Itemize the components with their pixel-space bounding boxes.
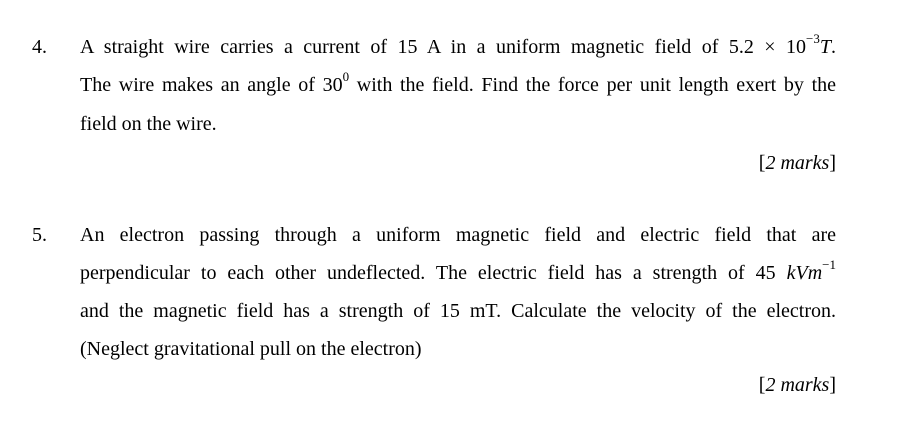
question-line-1	[80, 225, 836, 245]
question-number: 5.	[32, 224, 47, 246]
bracket-open: [	[758, 374, 766, 396]
unit-symbol: T	[819, 36, 831, 58]
degree-superscript: 0	[342, 69, 350, 85]
question-line-3	[80, 114, 217, 134]
text-segment: (Neglect gravitational pull on the electron)	[80, 338, 422, 360]
bracket-open: [	[758, 152, 766, 174]
marks-text: 2 marks	[765, 374, 830, 396]
math-value: 5.2 × 10	[728, 36, 807, 58]
exponent: −1	[822, 257, 836, 273]
question-line-1	[80, 31, 836, 58]
question-line-3	[80, 301, 836, 321]
text-segment: A straight wire carries a current of 15 A in a uniform magnetic field of	[80, 36, 729, 58]
question-line-4	[80, 339, 422, 359]
marks-label	[759, 375, 836, 395]
text-segment: with the field. Find the force per unit length exert by the	[349, 74, 836, 96]
marks-text: 2 marks	[765, 152, 830, 174]
text-segment: field on the wire.	[80, 113, 217, 135]
bracket-close: ]	[829, 374, 836, 396]
text-segment: perpendicular to each other undeflected. The electric field has a strength of 45	[80, 262, 787, 284]
question-line-2	[80, 69, 836, 96]
question-line-2	[80, 257, 836, 284]
question-number: 4.	[32, 36, 47, 58]
unit-symbol: kVm	[786, 262, 823, 284]
text-segment: The wire makes an angle of 30	[80, 74, 343, 96]
exponent: −3	[806, 31, 820, 47]
text-segment: .	[831, 36, 836, 58]
text-segment: and the magnetic field has a strength of 15 mT. Calculate the velocity of the electron.	[80, 300, 836, 322]
marks-label	[759, 153, 836, 173]
text-segment: An electron passing through a uniform magnetic field and electric field that are	[80, 224, 836, 246]
bracket-close: ]	[829, 152, 836, 174]
